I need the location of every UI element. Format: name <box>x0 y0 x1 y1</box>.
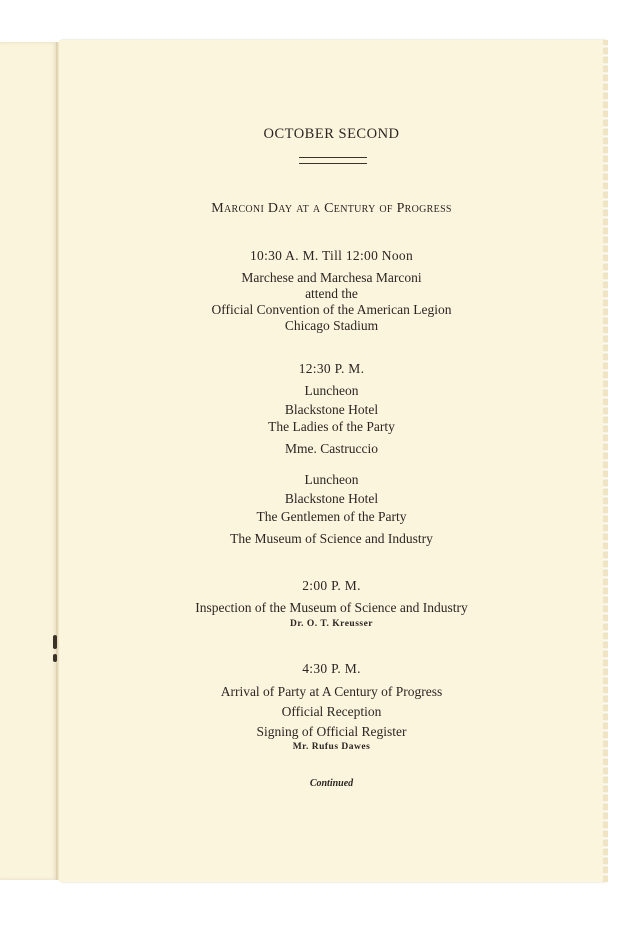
section-host: Mr. Rufus Dawes <box>292 742 371 752</box>
section-time: 4:30 P. M. <box>302 661 361 676</box>
continued-note: Continued <box>309 778 354 789</box>
section-line: Luncheon <box>304 383 359 398</box>
section-line: attend the <box>305 286 358 301</box>
program-page <box>59 40 604 882</box>
section-time: 10:30 A. M. Till 12:00 Noon <box>249 248 413 263</box>
section-line: The Gentlemen of the Party <box>256 509 407 524</box>
binding-mark <box>53 635 57 649</box>
event-subtitle <box>59 200 604 217</box>
section-line: Chicago Stadium <box>284 318 379 333</box>
section-line: The Museum of Science and Industry <box>230 531 433 546</box>
section-line: Official Reception <box>281 704 382 719</box>
section-line: Mme. Castruccio <box>285 441 378 456</box>
section-line: Blackstone Hotel <box>284 491 379 506</box>
section-time: 12:30 P. M. <box>298 361 365 376</box>
section-line: Arrival of Party at A Century of Progress <box>220 684 443 699</box>
section-line: Blackstone Hotel <box>284 402 379 417</box>
page-title: OCTOBER SECOND <box>263 126 400 142</box>
left-page <box>0 42 58 880</box>
section-line: The Ladies of the Party <box>268 419 395 434</box>
section-host: Dr. O. T. Kreusser <box>289 619 374 629</box>
section-line: Inspection of the Museum of Science and Industry <box>195 600 468 615</box>
section-line: Luncheon <box>304 472 359 487</box>
double-rule <box>299 157 367 164</box>
event-subtitle-text: Marconi Day at a Century of Progress <box>211 201 452 216</box>
section-line: Marchese and Marchesa Marconi <box>241 270 422 285</box>
binding-mark <box>53 654 57 662</box>
section-time: 2:00 P. M. <box>302 578 361 593</box>
section-line: Official Convention of the American Legion <box>211 302 452 317</box>
section-line: Signing of Official Register <box>256 724 407 739</box>
